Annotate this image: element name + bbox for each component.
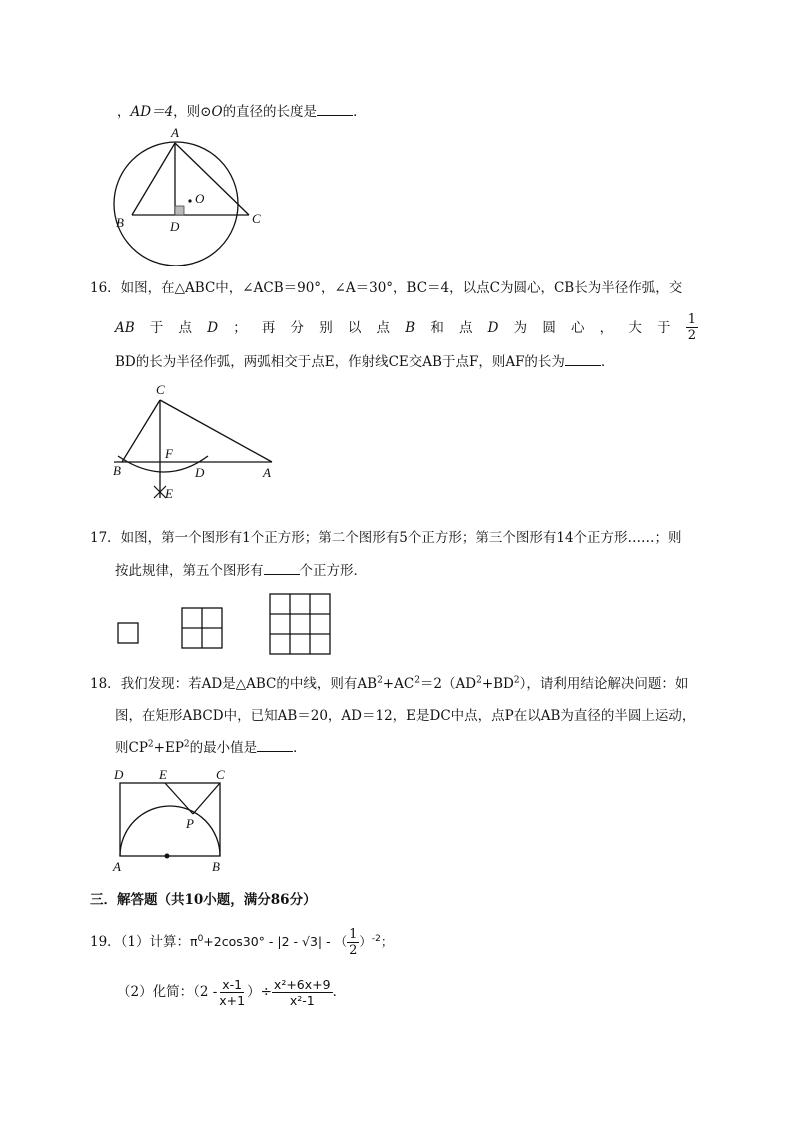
q18-line2: 图，在矩形ABCD中，已知AB＝20，AD＝12，E是DC中点，点P在以AB为直径的半圆上运动， bbox=[115, 708, 696, 724]
answer-blank[interactable] bbox=[565, 351, 601, 366]
label-e: E bbox=[165, 486, 173, 501]
section-title: 三．解答题（共10小题，满分86分） bbox=[90, 892, 317, 908]
pattern-1 bbox=[118, 623, 138, 643]
label-f: F bbox=[165, 446, 173, 461]
label-d: D bbox=[195, 465, 205, 480]
semicircle-ab bbox=[120, 806, 220, 856]
q16-construction-figure bbox=[110, 380, 285, 505]
segment-cb bbox=[122, 400, 160, 462]
label-d: D bbox=[114, 767, 124, 782]
label-c: C bbox=[216, 767, 225, 782]
label-d: D bbox=[170, 219, 180, 234]
label-b: B bbox=[116, 215, 124, 230]
q19-part1: 19．（1）计算： $\pi^0+2\cos 30^\circ - |2 - √3|$ - （ $\frac{1}{2}$ ）$^{-2}$； bbox=[90, 926, 394, 958]
fraction-x-minus-1-over-x-plus-1: $\frac{x-1}{x+1}$ bbox=[219, 976, 246, 1008]
segment-ab bbox=[132, 143, 175, 215]
right-angle-mark bbox=[175, 206, 184, 215]
q15-circle-figure bbox=[112, 126, 272, 266]
label-a: A bbox=[263, 465, 271, 480]
label-p: P bbox=[186, 816, 194, 831]
label-a: A bbox=[171, 126, 179, 140]
q15-question-tail: ，AD＝4，则⊙O的直径的长度是 ． bbox=[117, 101, 367, 122]
q18-rectangle-figure bbox=[108, 764, 238, 878]
label-e: E bbox=[159, 767, 167, 782]
pattern-2 bbox=[182, 608, 222, 648]
q17-line1: 17．如图，第一个图形有1个正方形；第二个图形有5个正方形；第三个图形有14个正方形……；则 bbox=[90, 530, 682, 546]
midpoint-ab bbox=[165, 854, 170, 859]
circle-o bbox=[114, 142, 238, 266]
q15-ad-value: AD＝4 bbox=[130, 104, 174, 120]
q16-line1: 16．如图，在△ABC中，∠ACB＝90°，∠A＝30°，BC＝4，以点C为圆心，CB长为半径作弧，交 bbox=[90, 280, 683, 296]
fraction-one-half: $\frac{1}{2}$ bbox=[349, 926, 358, 958]
label-c: C bbox=[156, 382, 165, 397]
label-a: A bbox=[113, 859, 121, 874]
label-b: B bbox=[212, 859, 220, 874]
q17-line2: 按此规律，第五个图形有 个正方形． bbox=[115, 560, 367, 581]
pattern-3 bbox=[270, 594, 330, 654]
answer-blank[interactable] bbox=[257, 737, 293, 752]
answer-blank[interactable] bbox=[317, 101, 353, 116]
q16-line3: BD的长为半径作弧，两弧相交于点E，作射线CE交AB于点F，则AF的长为 ． bbox=[115, 351, 614, 372]
label-b: B bbox=[113, 463, 121, 478]
segment-ep bbox=[165, 783, 193, 814]
q19-expression: $\pi^0+2\cos 30^\circ - |2 - √3|$ - （ bbox=[190, 933, 348, 949]
center-dot bbox=[188, 199, 191, 202]
fraction-one-half: $\frac{1}{2}$ bbox=[687, 312, 696, 343]
label-c: C bbox=[252, 211, 261, 226]
segment-cp bbox=[193, 783, 220, 814]
q17-square-patterns bbox=[110, 588, 350, 660]
q19-part2: （2）化简：（2 - $\frac{x-1}{x+1}$ ）÷ $\frac{\text{x²+6x+9}}{\text{x²-1}}$ ． bbox=[117, 976, 347, 1008]
q18-line3: 则$CP^2+EP^2$的最小值是 ． bbox=[115, 737, 307, 758]
q16-line2: AB 于 点 D ； 再 分 别 以 点 B 和 点 D 为 圆 心 ， 大 于 $\frac{1}{2}$ bbox=[115, 312, 696, 343]
q18-line1: 18．我们发现：若AD是△ABC的中线，则有$AB^2+AC^2=2(AD^2+BD^2)$，请利用结论解决问题：如 bbox=[90, 675, 689, 692]
label-o: O bbox=[195, 191, 205, 206]
segment-ca bbox=[160, 400, 272, 462]
answer-blank[interactable] bbox=[264, 560, 300, 575]
fraction-quadratic: $\frac{\text{x²+6x+9}}{\text{x²-1}}$ bbox=[273, 976, 331, 1008]
